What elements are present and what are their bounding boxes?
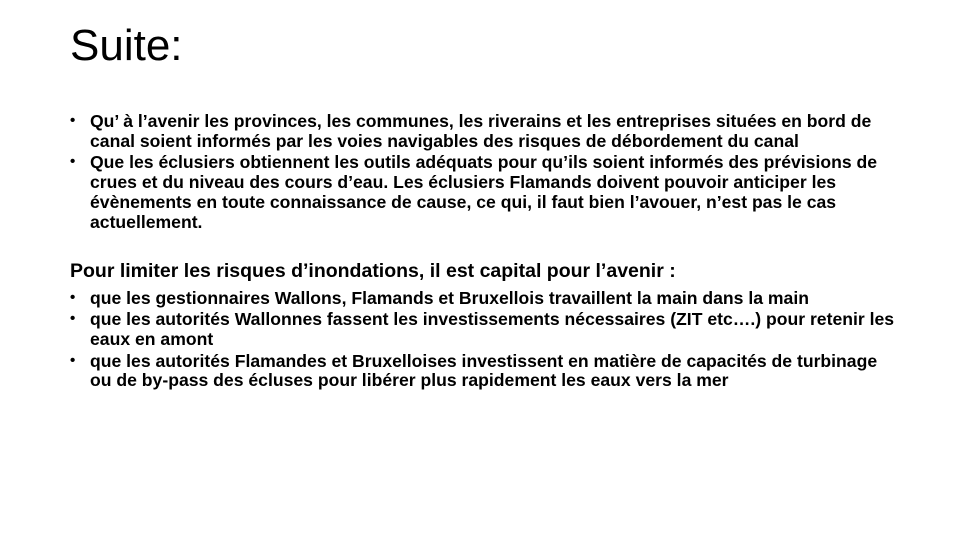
bullet-text: que les autorités Flamandes et Bruxelloises investissent en matière de capacités de turbinage ou de by-pass des écluses pour libérer plus rapidement les eaux vers la mer <box>90 350 878 391</box>
page-title: Suite: <box>70 21 183 70</box>
bullet-text: que les autorités Wallonnes fassent les investissements nécessaires (ZIT etc….) pour retenir les eaux en amont <box>90 309 895 350</box>
bullet-text: Que les éclusiers obtiennent les outils adéquats pour qu’ils soient informés des prévisions de crues et du niveau des cours d’eau. Les éclusiers Flamands doivent pouvoir anticiper les évènements en toute connaissance de cause, ce qui, il faut bien l’avouer, n’est pas le cas actuellement. <box>90 152 878 232</box>
list-item <box>68 289 898 309</box>
bullet-text: que les gestionnaires Wallons, Flamands et Bruxellois travaillent la main dans la main <box>90 287 809 308</box>
list-item <box>68 153 898 232</box>
list-item <box>68 310 898 349</box>
slide-body <box>68 112 898 393</box>
bullet-list-measures <box>68 289 898 392</box>
bullet-text: Qu’ à l’avenir les provinces, les communes, les riverains et les entreprises situées en bord de canal soient informés par les voies navigables des risques de débordement du canal <box>90 111 872 151</box>
list-item <box>68 352 898 391</box>
section-heading: Pour limiter les risques d’inondations, il est capital pour l’avenir : <box>70 260 676 283</box>
list-item <box>68 112 898 151</box>
spacer <box>68 234 898 260</box>
bullet-list-demands <box>68 112 898 232</box>
